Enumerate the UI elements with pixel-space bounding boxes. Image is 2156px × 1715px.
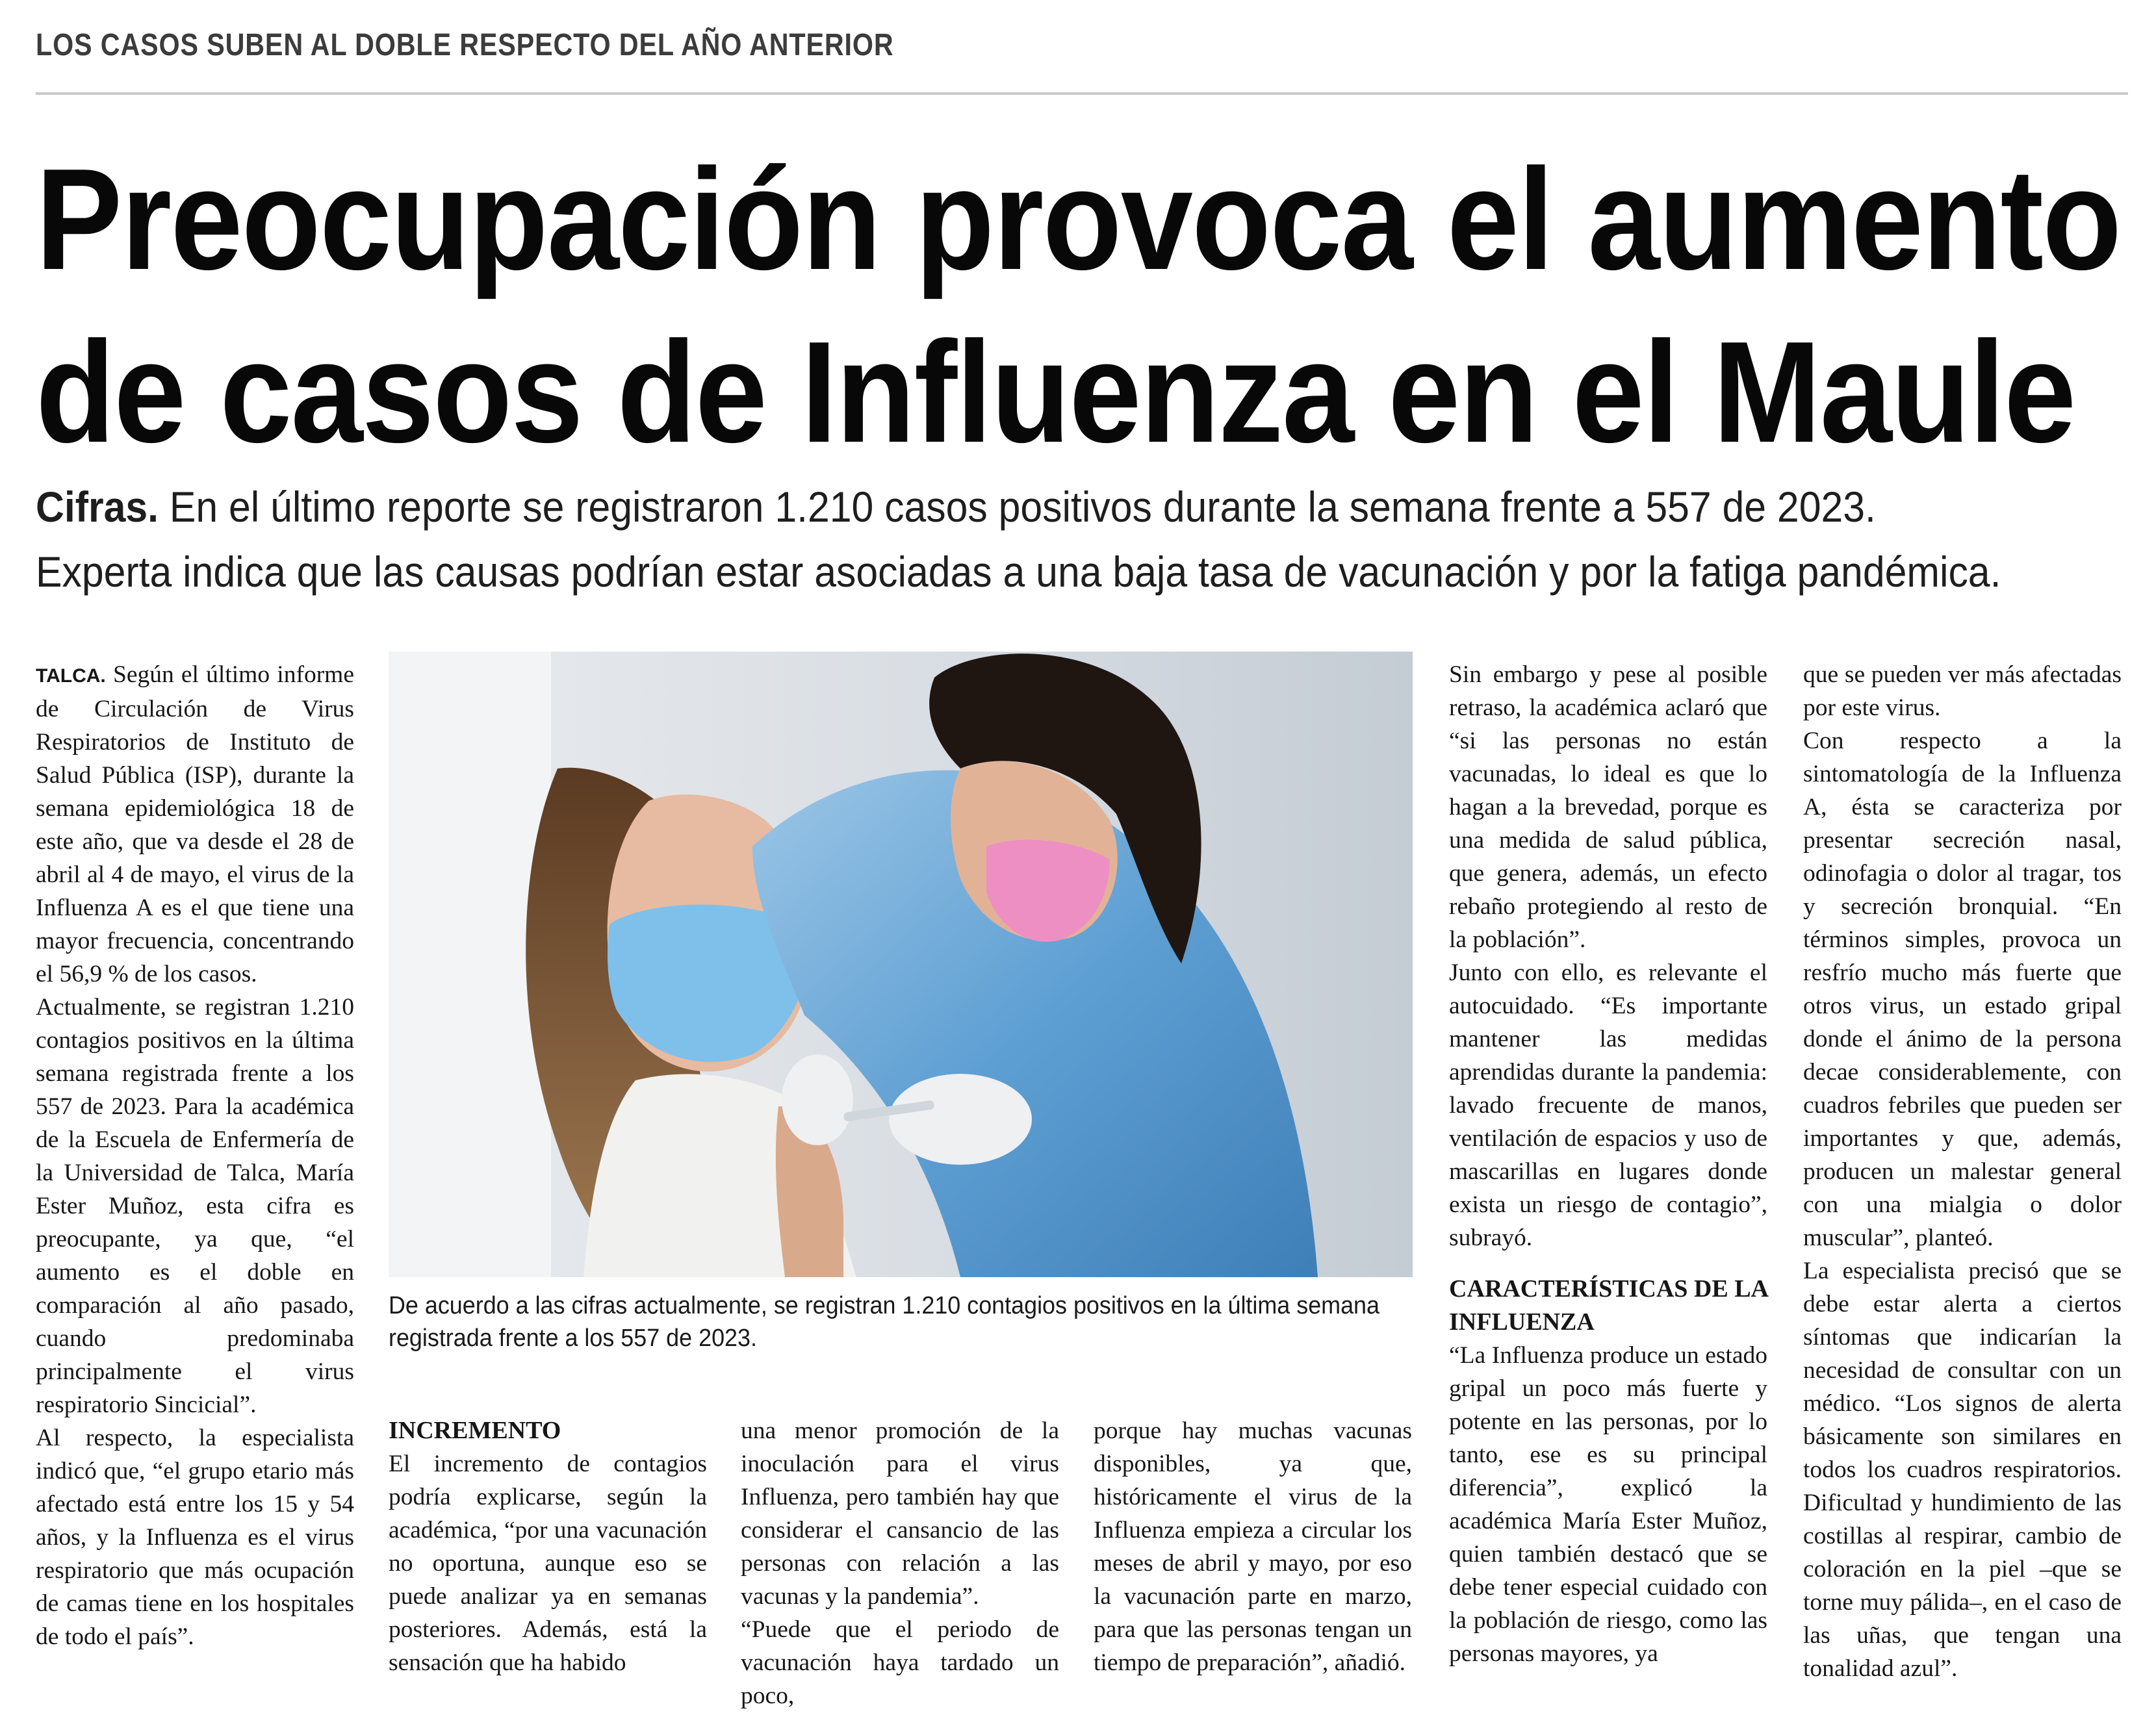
deck-line-2: Experta indica que las causas podrían estar asociadas a una baja tasa de vacunación y por la fatiga pandémica.: [36, 548, 2001, 596]
paragraph: El incremento de contagios podría explicarse, según la académica, “por una vacunación no oportuna, aunque eso se puede analizar ya en semanas posteriores. Además, está la sensación que ha habido: [389, 1451, 707, 1676]
header-divider: [36, 92, 2128, 95]
article-column-5: [1449, 658, 1767, 1670]
deck-lead: Cifras.: [36, 483, 159, 531]
subheading: CARACTERÍSTICAS DE LA INFLUENZA: [1449, 1275, 1767, 1336]
vaccination-photo-illustration: [389, 652, 1413, 1277]
paragraph: una menor promoción de la inoculación para el virus Influenza, pero también hay que considerar el cansancio de las personas con relación a las vacunas y la pandemia”.: [741, 1417, 1059, 1610]
article-column-6: [1803, 658, 2122, 1685]
paragraph: [36, 658, 354, 991]
paragraph: Sin embargo y pese al posible retraso, la académica aclaró que “si las personas no están vacunadas, lo ideal es que lo hagan a la brevedad, porque es una medida de salud pública, que genera, además, un efecto rebaño protegiendo al resto de la población”.: [1449, 661, 1767, 953]
deck-text-1: En el último reporte se registraron 1.210 casos positivos durante la semana frente a 557 de 2023.: [158, 483, 1876, 531]
paragraph: La especialista precisó que se debe estar alerta a ciertos síntomas que indicarían la necesidad de consultar con un médico. “Los signos de alerta básicamente son similares en todos los cuadros respiratorios. Dificultad y hundimiento de las costillas al respirar, cambio de coloración en la piel –que se torne muy pálida–, en el caso de las uñas, que tengan una tonalidad azul”.: [1803, 1258, 2122, 1682]
paragraph: porque hay muchas vacunas disponibles, ya que, históricamente el virus de la Influenza empieza a circular los meses de abril y mayo, por eso la vacunación parte en marzo, para que las personas tengan un tiempo de preparación”, añadió.: [1094, 1417, 1412, 1676]
headline-line-2: de casos de Influenza en el Maule: [36, 312, 2075, 473]
article-column-4: [1094, 1414, 1412, 1679]
paragraph: Junto con ello, es relevante el autocuidado. “Es importante mantener las medidas aprendidas durante la pandemia: lavado frecuente de manos, ventilación de espacios y uso de mascarillas en lugares donde exista un riesgo de contagio”, subrayó.: [1449, 959, 1767, 1251]
article-column-3: [741, 1414, 1059, 1712]
paragraph: Actualmente, se registran 1.210 contagios positivos en la última semana registrada frente a los 557 de 2023. Para la académica de la Escuela de Enfermería de la Universidad de Talca, María Ester Muñoz, esta cifra es preocupante, ya que, “el aumento es el doble en comparación al año pasado, cuando predominaba principalmente el virus respiratorio Sincicial”.: [36, 994, 354, 1418]
paragraph: Con respecto a la sintomatología de la Influenza A, ésta se caracteriza por presentar secreción nasal, odinofagia o dolor al tragar, tos y secreción bronquial. “En términos simples, provoca un resfrío mucho más fuerte que otros virus, un estado gripal donde el ánimo de la persona decae considerablemente, con cuadros febriles que pueden ser importantes y que, además, producen un malestar general con una mialgia o dolor muscular”, planteó.: [1803, 728, 2122, 1251]
paragraph: que se pueden ver más afectadas por este virus.: [1803, 661, 2122, 721]
paragraph-text: Según el último informe de Circulación de Virus Respiratorios de Instituto de Salud Pública (ISP), durante la semana epidemiológica 18 de este año, que va desde el 28 de abril al 4 de mayo, el virus de la Influenza A es el que tiene una mayor frecuencia, concentrando el 56,9 % de los casos.: [36, 661, 354, 987]
article-column-2: [389, 1414, 707, 1679]
kicker: LOS CASOS SUBEN AL DOBLE RESPECTO DEL AÑO ANTERIOR: [36, 28, 894, 62]
article-column-1: [36, 658, 354, 1653]
headline-line-1: Preocupación provoca el aumento: [36, 139, 2121, 300]
paragraph: “La Influenza produce un estado gripal un poco más fuerte y potente en las personas, por lo tanto, ese es su principal diferencia”, explicó la académica María Ester Muñoz, quien también destacó que se debe tener especial cuidado con la población de riesgo, como las personas mayores, ya: [1449, 1342, 1767, 1667]
headline: [36, 133, 2121, 479]
dateline: TALCA.: [36, 665, 106, 687]
deck: [36, 474, 2098, 604]
paragraph: Al respecto, la especialista indicó que, “el grupo etario más afectado está entre los 15 y 54 años, y la Influenza es el virus respiratorio que más ocupación de camas tiene en los hospitales de todo el país”.: [36, 1425, 354, 1650]
article-photo: [389, 652, 1413, 1277]
deck-line-1: [36, 474, 2098, 539]
subheading: INCREMENTO: [389, 1417, 561, 1444]
photo-caption: De acuerdo a las cifras actualmente, se registran 1.210 contagios positivos en la última semana registrada frente a los 557 de 2023.: [389, 1292, 1380, 1352]
paragraph: “Puede que el periodo de vacunación haya tardado un poco,: [741, 1616, 1059, 1709]
